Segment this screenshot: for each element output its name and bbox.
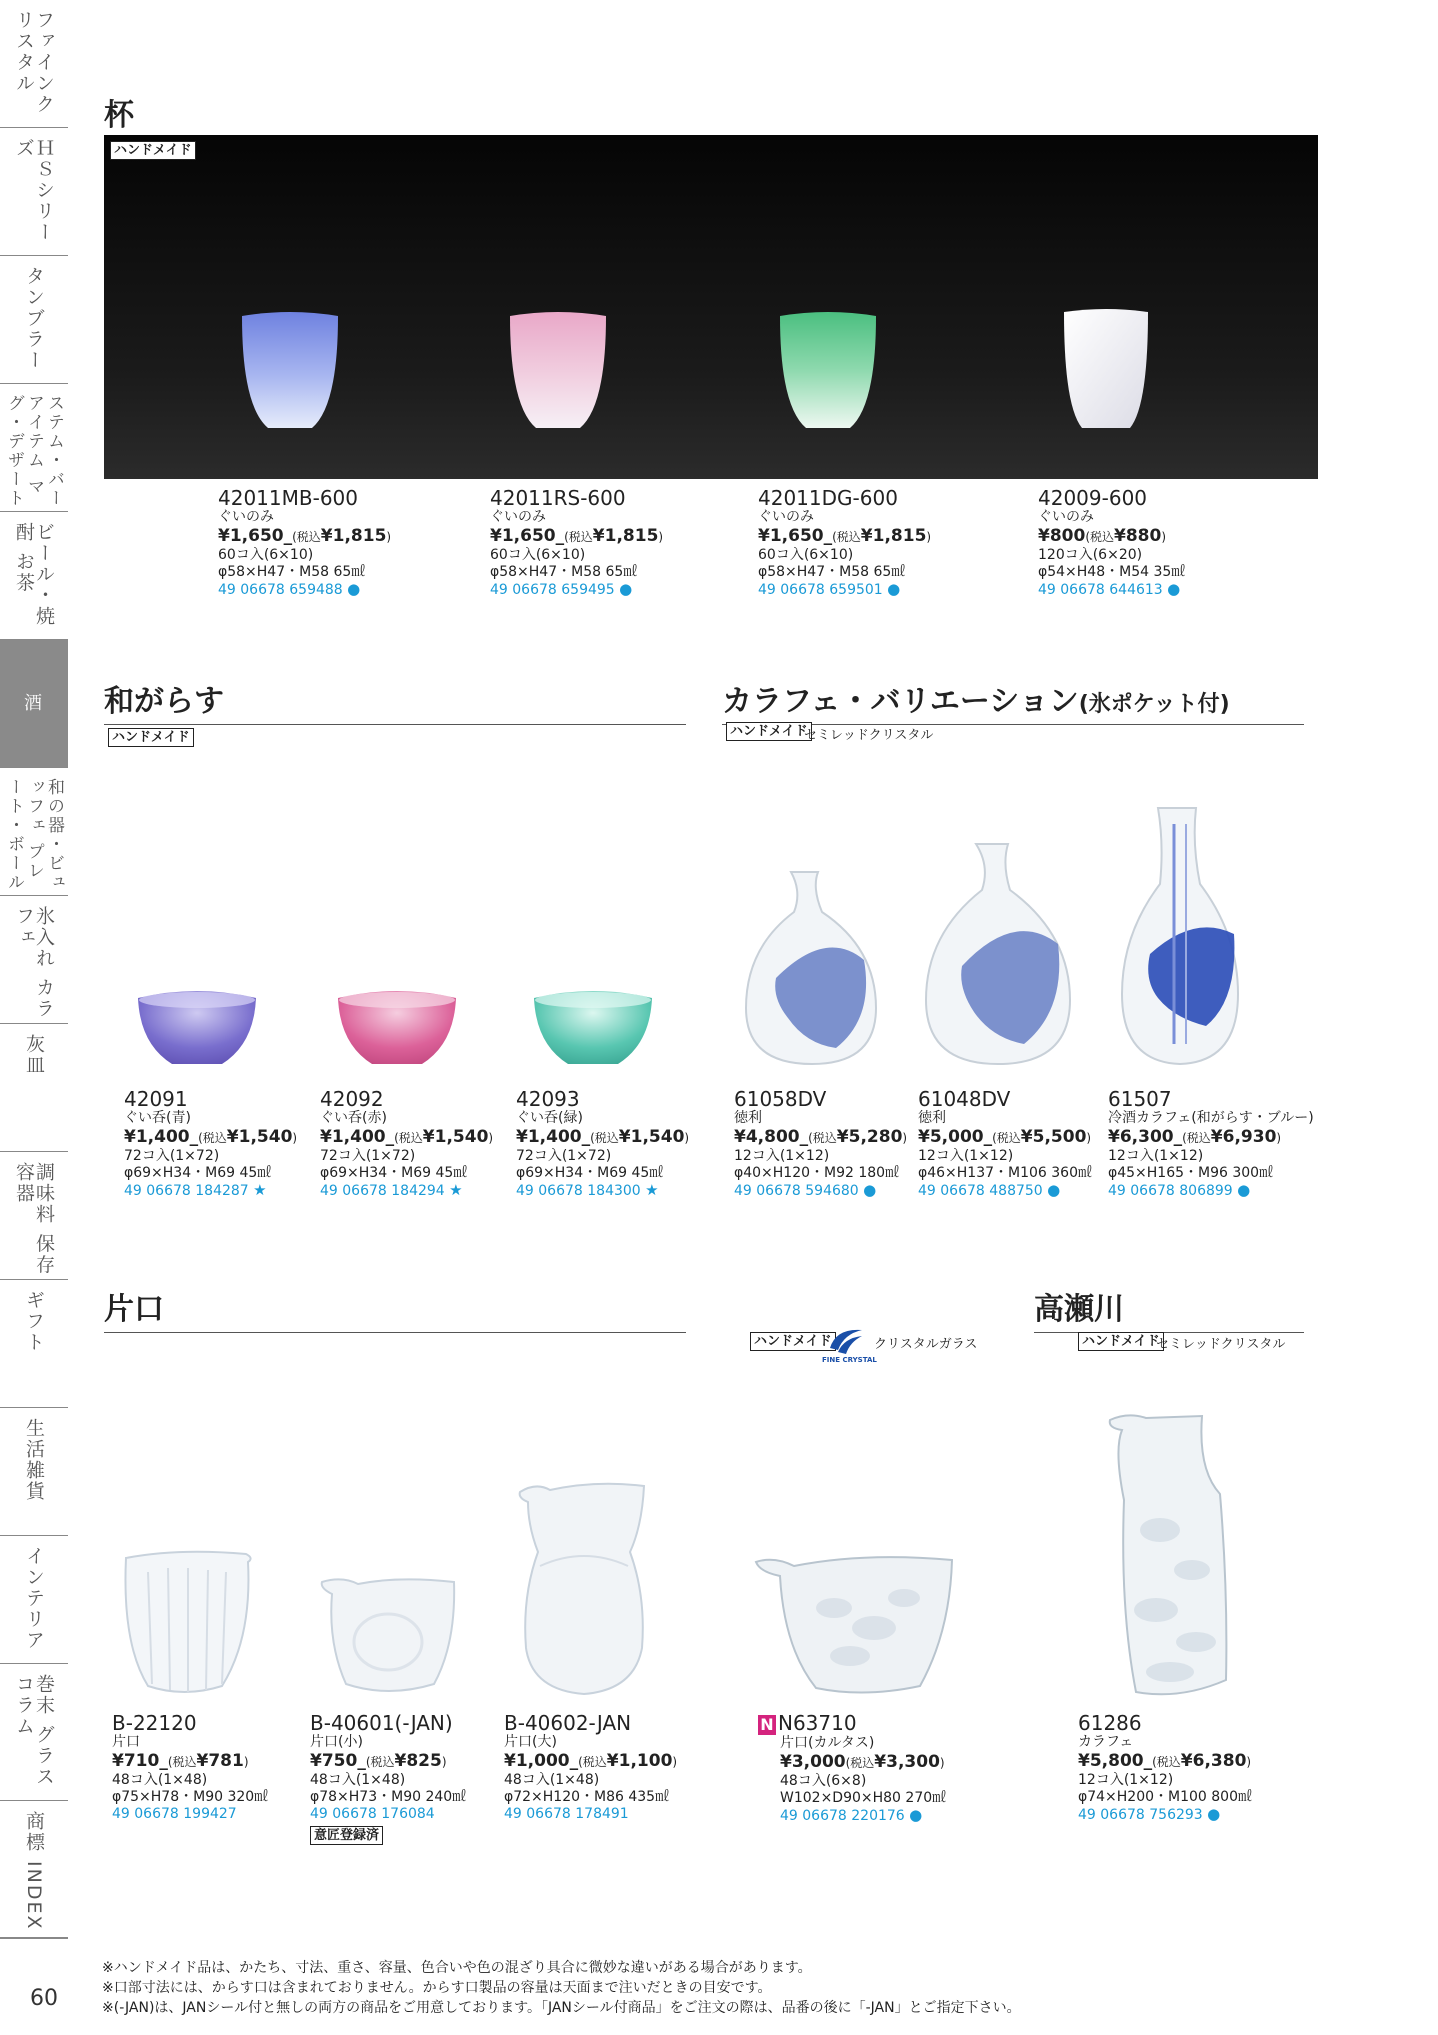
tokkuri-61048-image bbox=[918, 840, 1078, 1068]
side-index bbox=[0, 0, 68, 1938]
semi-lead-crystal-label: セミレッドクリスタル bbox=[1156, 1337, 1286, 1352]
tab-interior[interactable]: インテリア bbox=[0, 1536, 68, 1664]
tab-fine-crystal[interactable]: ファインクリスタル bbox=[0, 0, 68, 128]
product-42091: 42091 ぐい呑(青) ¥1,400_(税込¥1,540) 72コ入(1×72) φ69×H34・M69 45㎖ 49 06678 184287 ★ bbox=[124, 1087, 298, 1199]
tab-beer-shochu[interactable]: ビール・焼酎 お茶 bbox=[0, 512, 68, 640]
tab-index[interactable]: 商標 INDEX bbox=[0, 1801, 68, 1938]
product-42093: 42093 ぐい呑(緑) ¥1,400_(税込¥1,540) 72コ入(1×72) φ69×H34・M69 45㎖ 49 06678 184300 ★ bbox=[516, 1087, 690, 1199]
section-title-katakuchi: 片口 bbox=[104, 1284, 686, 1333]
tab-sake[interactable]: 酒 bbox=[0, 640, 68, 768]
fine-crystal-wordmark: FINE CRYSTAL bbox=[822, 1356, 877, 1364]
section-title-takasegawa: 高瀬川 bbox=[1034, 1284, 1304, 1333]
carafe-61507-image bbox=[1114, 804, 1244, 1068]
footnote: ※(-JAN)は、JANシール付と無しの両方の商品をご用意しております。「JANシール付商品」をご注文の際は、品番の後に「-JAN」とご指定下さい。 bbox=[102, 2000, 1021, 2016]
cup-blue-image bbox=[240, 310, 340, 432]
product-B40602: B-40602-JAN 片口(大) ¥1,000_(税込¥1,100) 48コ入(1×48) φ72×H120・M86 435㎖ 49 06678 178491 bbox=[504, 1711, 678, 1822]
page-number-rule bbox=[0, 1938, 68, 1939]
handmade-badge: ハンドメイド bbox=[726, 722, 812, 741]
product-61058DV: 61058DV 徳利 ¥4,800_(税込¥5,280) 12コ入(1×12) φ40×H120・M92 180㎖ 49 06678 594680 ● bbox=[734, 1087, 908, 1199]
tab-stem-bar[interactable]: ステム・バーアイテム マグ・デザート bbox=[0, 384, 68, 512]
design-registered-badge: 意匠登録済 bbox=[310, 1826, 383, 1845]
product-42011DG: 42011DG-600 ぐいのみ ¥1,650_(税込¥1,815) 60コ入(6×10) φ58×H47・M58 65㎖ 49 06678 659501 ● bbox=[758, 486, 932, 598]
tab-hs-series[interactable]: ＨＳシリーズ bbox=[0, 128, 68, 256]
product-61048DV: 61048DV 徳利 ¥5,000_(税込¥5,500) 12コ入(1×12) φ46×H137・M106 360㎖ 49 06678 488750 ● bbox=[918, 1087, 1093, 1199]
tokkuri-61058-image bbox=[736, 868, 886, 1068]
section-title-wagarasu: 和がらす bbox=[104, 676, 686, 725]
carafe-61286-image bbox=[1100, 1410, 1248, 1700]
handmade-badge: ハンドメイド bbox=[110, 141, 196, 160]
katakuchi-N63710-image bbox=[754, 1548, 956, 1698]
product-42011RS: 42011RS-600 ぐいのみ ¥1,650_(税込¥1,815) 60コ入(6×10) φ58×H47・M58 65㎖ 49 06678 659495 ● bbox=[490, 486, 664, 598]
cup-green-image bbox=[778, 310, 878, 432]
handmade-badge: ハンドメイド bbox=[108, 728, 194, 747]
handmade-badge: ハンドメイド bbox=[1078, 1332, 1164, 1351]
katakuchi-B40601-image bbox=[318, 1574, 458, 1698]
katakuchi-B22120-image bbox=[118, 1548, 252, 1698]
tab-zakka[interactable]: 生活雑貨 bbox=[0, 1408, 68, 1536]
page-number: 60 bbox=[30, 1986, 58, 2011]
tab-seasoning[interactable]: 調味料 保存容器 bbox=[0, 1152, 68, 1280]
katakuchi-B40602-image bbox=[516, 1476, 650, 1698]
footnotes bbox=[102, 1958, 1021, 2018]
product-61507: 61507 冷酒カラフェ(和がらす・ブルー) ¥6,300_(税込¥6,930) 12コ入(1×12) φ45×H165・M96 300㎖ 49 06678 806899 ● bbox=[1108, 1087, 1314, 1199]
footnote: ※口部寸法には、からす口は含まれておりません。からす口製品の容量は天面まで注いだときの目安です。 bbox=[102, 1980, 772, 1996]
tab-ice-carafe[interactable]: 氷入れ カラフェ bbox=[0, 896, 68, 1024]
tab-glass-column[interactable]: 巻末 グラスコラム bbox=[0, 1664, 68, 1801]
crystal-glass-label: クリスタルガラス bbox=[874, 1337, 978, 1352]
product-N63710: N N63710 片口(カルタス) ¥3,000(税込¥3,300) 48コ入(6×8) W102×D90×H80 270㎖ 49 06678 220176 ● bbox=[758, 1712, 946, 1825]
product-B40601: B-40601(-JAN) 片口(小) ¥750_(税込¥825) 48コ入(1×48) φ78×H73・M90 240㎖ 49 06678 176084 意匠登録済 bbox=[310, 1711, 467, 1843]
footnote: ※ハンドメイド品は、かたち、寸法、重さ、容量、色合いや色の混ざり具合に微妙な違いがある場合があります。 bbox=[102, 1960, 812, 1976]
section-title-sakazuki: 杯 bbox=[104, 90, 1318, 139]
product-42092: 42092 ぐい呑(赤) ¥1,400_(税込¥1,540) 72コ入(1×72) φ69×H34・M69 45㎖ 49 06678 184294 ★ bbox=[320, 1087, 494, 1199]
tab-tumbler[interactable]: タンブラー bbox=[0, 256, 68, 384]
bowl-red-image bbox=[336, 988, 458, 1068]
bowl-green-image bbox=[532, 988, 654, 1068]
handmade-badge: ハンドメイド bbox=[750, 1332, 836, 1351]
cup-pink-image bbox=[508, 310, 608, 432]
section-title-karafe: カラフェ・バリエーション(氷ポケット付) bbox=[722, 676, 1304, 725]
tab-gift[interactable]: ギフト bbox=[0, 1280, 68, 1408]
tab-wa-buffet[interactable]: 和の器・ビュッフェ プレート・ボール bbox=[0, 768, 68, 896]
bowl-blue-image bbox=[136, 988, 258, 1068]
cup-white-image bbox=[1062, 308, 1150, 432]
tab-ashtray[interactable]: 灰皿 bbox=[0, 1024, 68, 1152]
product-42009: 42009-600 ぐいのみ ¥800(税込¥880) 120コ入(6×20) φ54×H48・M54 35㎖ 49 06678 644613 ● bbox=[1038, 486, 1186, 598]
fine-crystal-logo-icon bbox=[826, 1326, 866, 1356]
product-61286: 61286 カラフェ ¥5,800_(税込¥6,380) 12コ入(1×12) φ74×H200・M100 800㎖ 49 06678 756293 ● bbox=[1078, 1711, 1253, 1823]
product-B22120: B-22120 片口 ¥710_(税込¥781) 48コ入(1×48) φ75×H78・M90 320㎖ 49 06678 199427 bbox=[112, 1711, 269, 1822]
new-product-icon: N bbox=[758, 1715, 776, 1735]
semi-lead-crystal-label: セミレッドクリスタル bbox=[804, 728, 934, 743]
product-42011MB: 42011MB-600 ぐいのみ ¥1,650_(税込¥1,815) 60コ入(6×10) φ58×H47・M58 65㎖ 49 06678 659488 ● bbox=[218, 486, 392, 598]
